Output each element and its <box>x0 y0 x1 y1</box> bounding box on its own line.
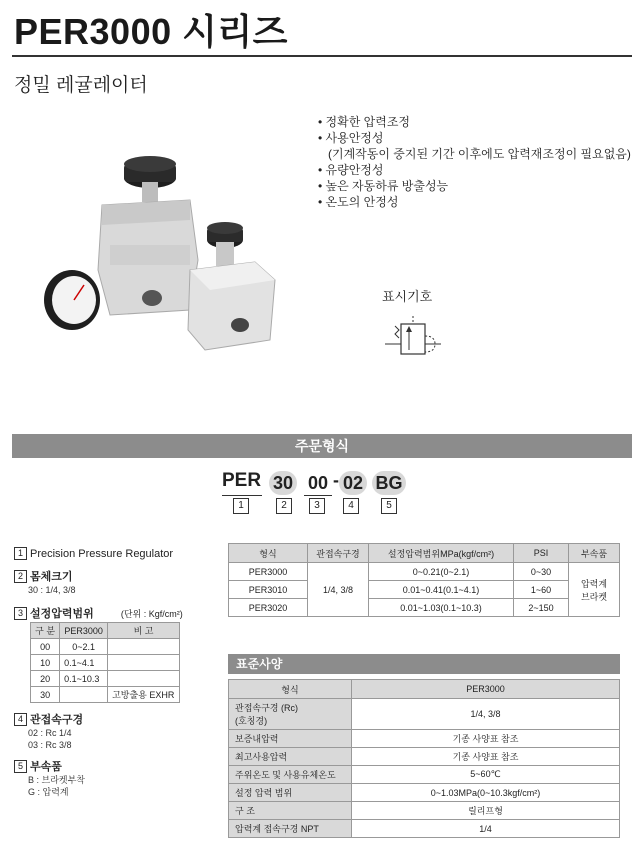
code-underline <box>304 495 332 496</box>
section-title: 관접속구경 <box>30 714 84 726</box>
section-number: 4 <box>14 713 27 726</box>
table-header: 구 분 <box>31 623 60 639</box>
code-number-box: 5 <box>381 498 397 514</box>
section-detail: B : 브라켓부착 <box>28 775 85 785</box>
section-title: 몸체크기 <box>30 571 73 583</box>
symbol-label: 표시기호 <box>382 289 433 304</box>
table-cell <box>108 639 180 655</box>
table-cell: 1/4, 3/8 <box>308 563 369 617</box>
product-photo <box>40 150 290 365</box>
code-segment-size: 30 <box>269 471 297 495</box>
spec-value: 1/4, 3/8 <box>352 699 620 730</box>
section-detail: G : 압력계 <box>28 787 69 797</box>
section-2 <box>14 568 76 596</box>
spec-key: 구 조 <box>229 802 352 820</box>
table-cell: 0.01~1.03(0.1~10.3) <box>369 599 514 617</box>
section-number: 1 <box>14 547 27 560</box>
feature-item-note: (기계작동이 중지된 기간 이후에도 압력재조정이 필요없음) <box>328 147 631 161</box>
table-cell <box>569 563 620 617</box>
feature-item: • 유량안정성 <box>318 163 384 177</box>
table-cell: 0~0.21(0~2.1) <box>369 563 514 581</box>
table-header: 형식 <box>229 544 308 563</box>
table-cell: 고방출용 EXHR <box>108 687 180 703</box>
feature-item: • 높은 자동하류 방출성능 <box>318 179 449 193</box>
table-row <box>229 730 620 748</box>
section-number: 5 <box>14 760 27 773</box>
section-1 <box>14 544 173 562</box>
section-number: 3 <box>14 607 27 620</box>
table-cell: 00 <box>31 639 60 655</box>
table-row <box>229 599 620 617</box>
spec-value: 0~1.03MPa(0~10.3kgf/cm²) <box>352 784 620 802</box>
section-unit: (단위 : Kgf/cm²) <box>120 609 183 619</box>
table-cell: PER3000 <box>229 563 308 581</box>
code-segment-accessory: BG <box>372 471 406 495</box>
code-number-box: 1 <box>233 498 249 514</box>
section-detail: 30 : 1/4, 3/8 <box>28 585 76 595</box>
table-row <box>229 699 620 730</box>
standard-spec-header: 표준사양 <box>228 654 620 674</box>
section-5 <box>14 758 85 798</box>
section-title: 설정압력범위 <box>30 608 94 620</box>
spec-value: 기종 사양표 참조 <box>352 730 620 748</box>
model-spec-table <box>228 543 620 617</box>
table-header: PSI <box>514 544 569 563</box>
code-underline <box>222 495 262 496</box>
table-header: 비 고 <box>108 623 180 639</box>
standard-spec-table <box>228 679 620 838</box>
feature-item: • 정확한 압력조정 <box>318 115 411 129</box>
spec-value: 기종 사양표 참조 <box>352 748 620 766</box>
table-row <box>31 639 180 655</box>
spec-key: 설정 압력 범위 <box>229 784 352 802</box>
section-detail: 02 : Rc 1/4 <box>28 728 72 738</box>
code-number-box: 4 <box>343 498 359 514</box>
feature-item: • 사용안정성 <box>318 131 384 145</box>
spec-key: 최고사용압력 <box>229 748 352 766</box>
table-cell <box>108 671 180 687</box>
table-header: 형식 <box>229 680 352 699</box>
feature-list <box>318 114 631 210</box>
section-3 <box>14 605 183 621</box>
table-row <box>31 655 180 671</box>
spec-key-line: 관접속구경 (Rc) <box>235 703 298 713</box>
table-header: 부속품 <box>569 544 620 563</box>
section-title: Precision Pressure Regulator <box>30 548 174 560</box>
feature-item: • 온도의 안정성 <box>318 195 399 209</box>
order-format-header: 주문형식 <box>12 434 632 458</box>
table-cell: 20 <box>31 671 60 687</box>
table-cell: 0.01~0.41(0.1~4.1) <box>369 581 514 599</box>
title-divider <box>12 55 632 57</box>
spec-key: 보증내압력 <box>229 730 352 748</box>
spec-key: 주위온도 및 사용유체온도 <box>229 766 352 784</box>
accessory-gauge: 압력계 <box>580 578 608 589</box>
section-detail: 03 : Rc 3/8 <box>28 740 72 750</box>
page-title: PER3000 시리즈 <box>14 11 288 52</box>
pressure-range-table <box>30 622 180 703</box>
table-row <box>229 802 620 820</box>
table-row <box>31 671 180 687</box>
code-prefix: PER <box>222 470 262 491</box>
code-number-box: 2 <box>276 498 292 514</box>
table-header: 관접속구경 <box>308 544 369 563</box>
table-header: 설정압력범위MPa(kgf/cm²) <box>369 544 514 563</box>
table-row <box>229 784 620 802</box>
table-cell: PER3010 <box>229 581 308 599</box>
spec-key-line: (호칭경) <box>235 716 268 726</box>
spec-key <box>229 699 352 730</box>
section-number: 2 <box>14 570 27 583</box>
page-subtitle: 정밀 레귤레이터 <box>14 75 148 96</box>
section-title: 부속품 <box>30 761 62 773</box>
spec-key: 압력계 접속구경 NPT <box>229 820 352 838</box>
table-cell <box>60 687 108 703</box>
table-cell: 2~150 <box>514 599 569 617</box>
table-header: PER3000 <box>60 623 108 639</box>
table-cell: 30 <box>31 687 60 703</box>
section-4 <box>14 711 83 751</box>
table-row <box>229 820 620 838</box>
pneumatic-symbol-icon <box>385 316 445 366</box>
table-cell: 0~2.1 <box>60 639 108 655</box>
code-dash: - <box>333 470 339 490</box>
table-row <box>229 563 620 581</box>
table-row <box>229 581 620 599</box>
table-cell: 1~60 <box>514 581 569 599</box>
table-cell <box>108 655 180 671</box>
spec-value: 1/4 <box>352 820 620 838</box>
table-cell: 10 <box>31 655 60 671</box>
table-cell: 0~30 <box>514 563 569 581</box>
table-cell: 0.1~10.3 <box>60 671 108 687</box>
code-number-box: 3 <box>309 498 325 514</box>
table-row <box>229 766 620 784</box>
table-cell: 0.1~4.1 <box>60 655 108 671</box>
table-header: PER3000 <box>352 680 620 699</box>
table-row <box>229 748 620 766</box>
code-segment-port: 02 <box>339 471 367 495</box>
accessory-bracket: 브라켓 <box>580 591 608 602</box>
spec-value: 5~60℃ <box>352 766 620 784</box>
table-cell: PER3020 <box>229 599 308 617</box>
code-segment-range: 00 <box>307 473 329 493</box>
spec-value: 릴리프형 <box>352 802 620 820</box>
table-row <box>31 687 180 703</box>
